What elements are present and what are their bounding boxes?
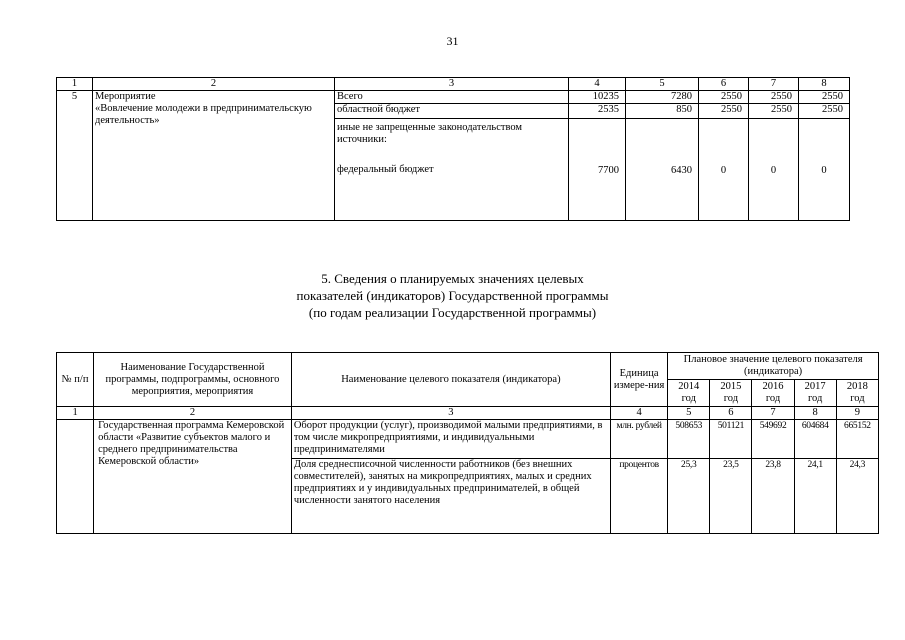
value-cell: 24,1 [794, 459, 836, 534]
header-num: № п/п [57, 353, 94, 407]
header-year [836, 380, 878, 407]
row-number: 5 [57, 91, 93, 221]
header-year [752, 380, 794, 407]
value-cell: 850 [626, 104, 699, 119]
value-cell: 24,3 [836, 459, 878, 534]
indicator-name: Оборот продукции (услуг), производимой малыми предприятиями, в том числе микропредприятиями, и индивидуальными предпринимателями [291, 420, 610, 459]
index-cell: 6 [699, 78, 749, 91]
value-cell: 2550 [749, 91, 799, 104]
event-name: «Вовлечение молодежи в предпринимательскую деятельность» [95, 103, 312, 126]
indicator-row [57, 420, 879, 459]
index-cell: 2 [93, 78, 335, 91]
value-cell: 508653 [668, 420, 710, 459]
indicators-index-row [57, 407, 879, 420]
value-cell: 2550 [799, 104, 850, 119]
unit-cell: процентов [610, 459, 667, 534]
other-sources-cell [335, 119, 569, 221]
event-label: Мероприятие [95, 91, 156, 102]
source-label: Всего [335, 91, 569, 104]
header-row [57, 353, 879, 380]
value-cell: 10235 [569, 91, 626, 104]
value-cell: 25,3 [668, 459, 710, 534]
source-label: областной бюджет [335, 104, 569, 119]
financing-row-total [57, 91, 850, 104]
header-year [794, 380, 836, 407]
unit-cell: млн. рублей [610, 420, 667, 459]
index-cell: 1 [57, 78, 93, 91]
index-cell: 7 [752, 407, 794, 420]
value-cell: 604684 [794, 420, 836, 459]
value-cell: 7700 [569, 119, 626, 221]
index-cell: 3 [335, 78, 569, 91]
value-cell: 23,8 [752, 459, 794, 534]
value-cell: 549692 [752, 420, 794, 459]
year-suffix: год [765, 393, 781, 404]
event-name-cell [93, 91, 335, 221]
row-number-empty [57, 420, 94, 534]
header-year [668, 380, 710, 407]
value-cell: 665152 [836, 420, 878, 459]
federal-label: федеральный бюджет [337, 164, 434, 175]
index-cell: 6 [710, 407, 752, 420]
value-cell: 2550 [699, 104, 749, 119]
financing-index-row [57, 78, 850, 91]
indicator-name: Доля среднесписочной численности работников (без внешних совместителей), занятых на микропредприятиях, малых и средних предприятиях и у индивидуальных предпринимателей, в общей численности занятого населения [291, 459, 610, 534]
year-label: 2017 [804, 381, 826, 392]
index-cell: 8 [799, 78, 850, 91]
index-cell: 2 [94, 407, 292, 420]
index-cell: 7 [749, 78, 799, 91]
section-title-line: (по годам реализации Государственной программы) [308, 305, 597, 320]
section-title-line: 5. Сведения о планируемых значениях целевых [321, 271, 584, 286]
value-cell: 2550 [749, 104, 799, 119]
program-name: Государственная программа Кемеровской области «Развитие субъектов малого и среднего предпринимательства Кемеровской области» [94, 420, 292, 534]
value-cell: 0 [749, 119, 799, 221]
value-cell: 0 [699, 119, 749, 221]
header-planned: Плановое значение целевого показателя (индикатора) [668, 353, 879, 380]
year-label: 2016 [762, 381, 784, 392]
financing-table [56, 77, 850, 221]
header-indicator: Наименование целевого показателя (индикатора) [291, 353, 610, 407]
value-cell: 7280 [626, 91, 699, 104]
value-cell: 2535 [569, 104, 626, 119]
value-cell: 23,5 [710, 459, 752, 534]
other-sources-label: иные не запрещенные законодательством источники: [337, 122, 523, 145]
index-cell: 5 [668, 407, 710, 420]
year-label: 2018 [846, 381, 868, 392]
year-suffix: год [808, 393, 823, 404]
indicators-table [56, 352, 879, 534]
index-cell: 4 [610, 407, 667, 420]
index-cell: 1 [57, 407, 94, 420]
index-cell: 5 [626, 78, 699, 91]
year-label: 2015 [720, 381, 742, 392]
value-cell: 2550 [699, 91, 749, 104]
header-unit: Единица измере-ния [610, 353, 667, 407]
year-suffix: год [681, 393, 696, 404]
year-label: 2014 [678, 381, 700, 392]
section-title-line: показателей (индикаторов) Государственной программы [296, 288, 609, 303]
year-suffix: год [723, 393, 739, 404]
value-cell: 501121 [710, 420, 752, 459]
header-year [710, 380, 752, 407]
index-cell: 4 [569, 78, 626, 91]
section-title [0, 270, 905, 321]
value-cell: 2550 [799, 91, 850, 104]
index-cell: 3 [291, 407, 610, 420]
index-cell: 8 [794, 407, 836, 420]
page-number: 31 [446, 34, 459, 48]
header-program: Наименование Государственной программы, подпрограммы, основного мероприятия, мероприятия [94, 353, 292, 407]
value-cell: 0 [799, 119, 850, 221]
index-cell: 9 [836, 407, 878, 420]
year-suffix: год [850, 393, 865, 404]
value-cell: 6430 [626, 119, 699, 221]
